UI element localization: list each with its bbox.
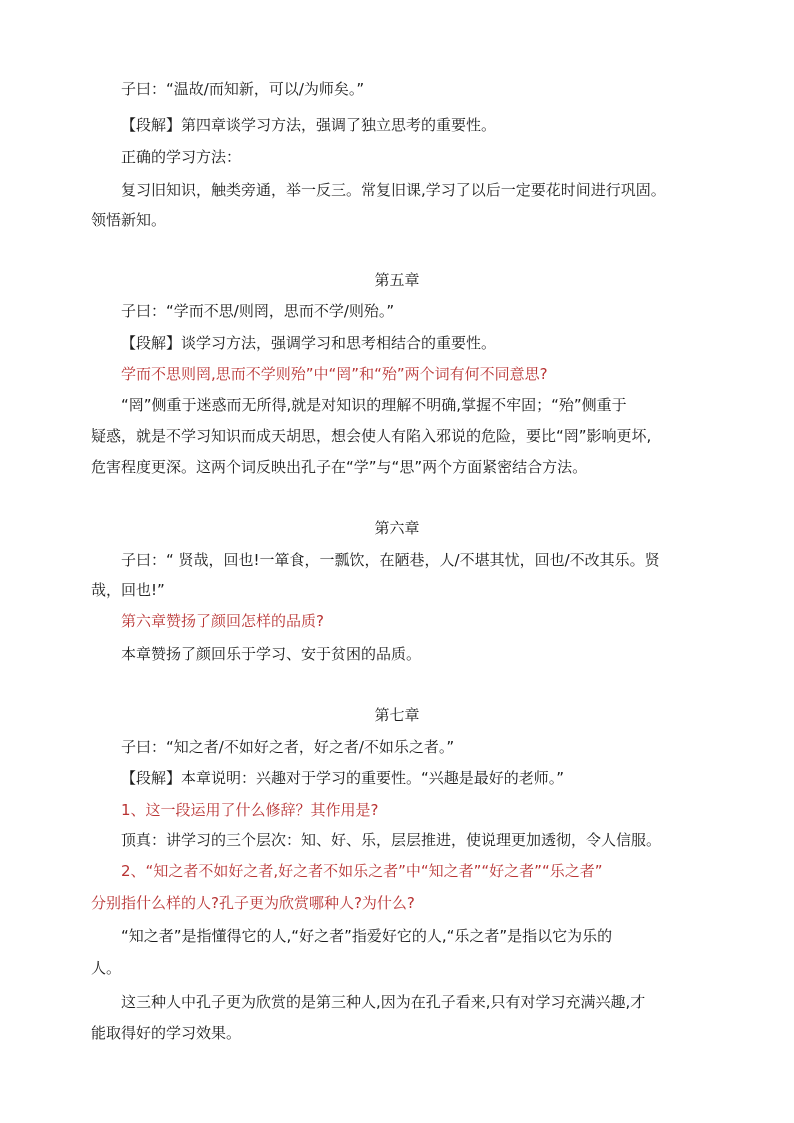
explain-tag: 【段解】	[121, 116, 182, 134]
ch6-quote-line1: 子曰：“ 贤哉，回也!一箪食，一瓢饮，在陋巷，人/不堪其忧，回也/不改其乐。贤	[121, 551, 660, 569]
ch6-title: 第六章	[374, 519, 420, 537]
ch7-answer3-line1: 这三种人中孔子更为欣赏的是第三种人,因为在孔子看来,只有对学习充满兴趣,才	[121, 993, 646, 1011]
ch7-quote: 子曰：“知之者/不如好之者，好之者/不如乐之者。”	[121, 738, 455, 756]
ch6-quote-line2: 哉，回也!”	[91, 581, 165, 599]
ch5-quote: 子曰：“学而不思/则罔，思而不学/则殆。”	[121, 302, 395, 320]
ch4-method-label: 正确的学习方法：	[121, 148, 242, 166]
ch4-method-line2: 领悟新知。	[91, 211, 167, 229]
ch5-answer-line1: “罔”侧重于迷惑而无所得,就是对知识的理解不明确,掌握不牢固；“殆”侧重于	[121, 396, 627, 414]
ch7-explain-text: 本章说明：兴趣对于学习的重要性。“兴趣是最好的老师。”	[181, 769, 565, 787]
ch7-answer2-line2: 人。	[91, 959, 122, 977]
ch7-answer3-line2: 能取得好的学习效果。	[91, 1024, 242, 1042]
ch4-quote: 子曰：“温故/而知新，可以/为师矣。”	[121, 80, 365, 98]
ch5-answer-line2: 疑惑，就是不学习知识而成天胡思，想会使人有陷入邪说的危险，要比“罔”影响更坏,	[91, 427, 652, 445]
explain-tag: 【段解】	[121, 769, 182, 787]
ch6-question: 第六章赞扬了颜回怎样的品质?	[121, 612, 324, 630]
ch7-question2-line1: 2、“知之者不如好之者,好之者不如乐之者”中“知之者”“好之者”“乐之者”	[121, 862, 603, 880]
explain-tag: 【段解】	[121, 334, 182, 352]
ch4-method-line1: 复习旧知识，触类旁通，举一反三。常复旧课,学习了以后一定要花时间进行巩固。	[121, 181, 666, 199]
ch7-title: 第七章	[374, 706, 420, 724]
ch7-explanation	[121, 768, 564, 788]
ch7-answer1: 顶真：讲学习的三个层次：知、好、乐，层层推进，使说理更加透彻，令人信服。	[121, 831, 662, 849]
ch7-question1: 1、这一段运用了什么修辞？其作用是?	[121, 801, 379, 819]
ch4-explain-text: 第四章谈学习方法，强调了独立思考的重要性。	[181, 116, 497, 134]
ch6-answer: 本章赞扬了颜回乐于学习、安于贫困的品质。	[121, 645, 422, 663]
ch5-answer-line3: 危害程度更深。这两个词反映出孔子在“学”与“思”两个方面紧密结合方法。	[91, 458, 588, 476]
ch4-explanation	[121, 115, 496, 135]
ch5-title: 第五章	[374, 271, 420, 289]
ch5-explanation	[121, 333, 496, 353]
ch5-question: 学而不思则罔,思而不学则殆”中“罔”和“殆”两个词有何不同意思?	[121, 365, 548, 383]
ch7-answer2-line1: “知之者”是指懂得它的人,“好之者”指爱好它的人,“乐之者”是指以它为乐的	[121, 927, 613, 945]
ch7-question2-line2: 分别指什么样的人?孔子更为欣赏哪种人?为什么?	[91, 894, 415, 912]
ch5-explain-text: 谈学习方法，强调学习和思考相结合的重要性。	[181, 334, 497, 352]
